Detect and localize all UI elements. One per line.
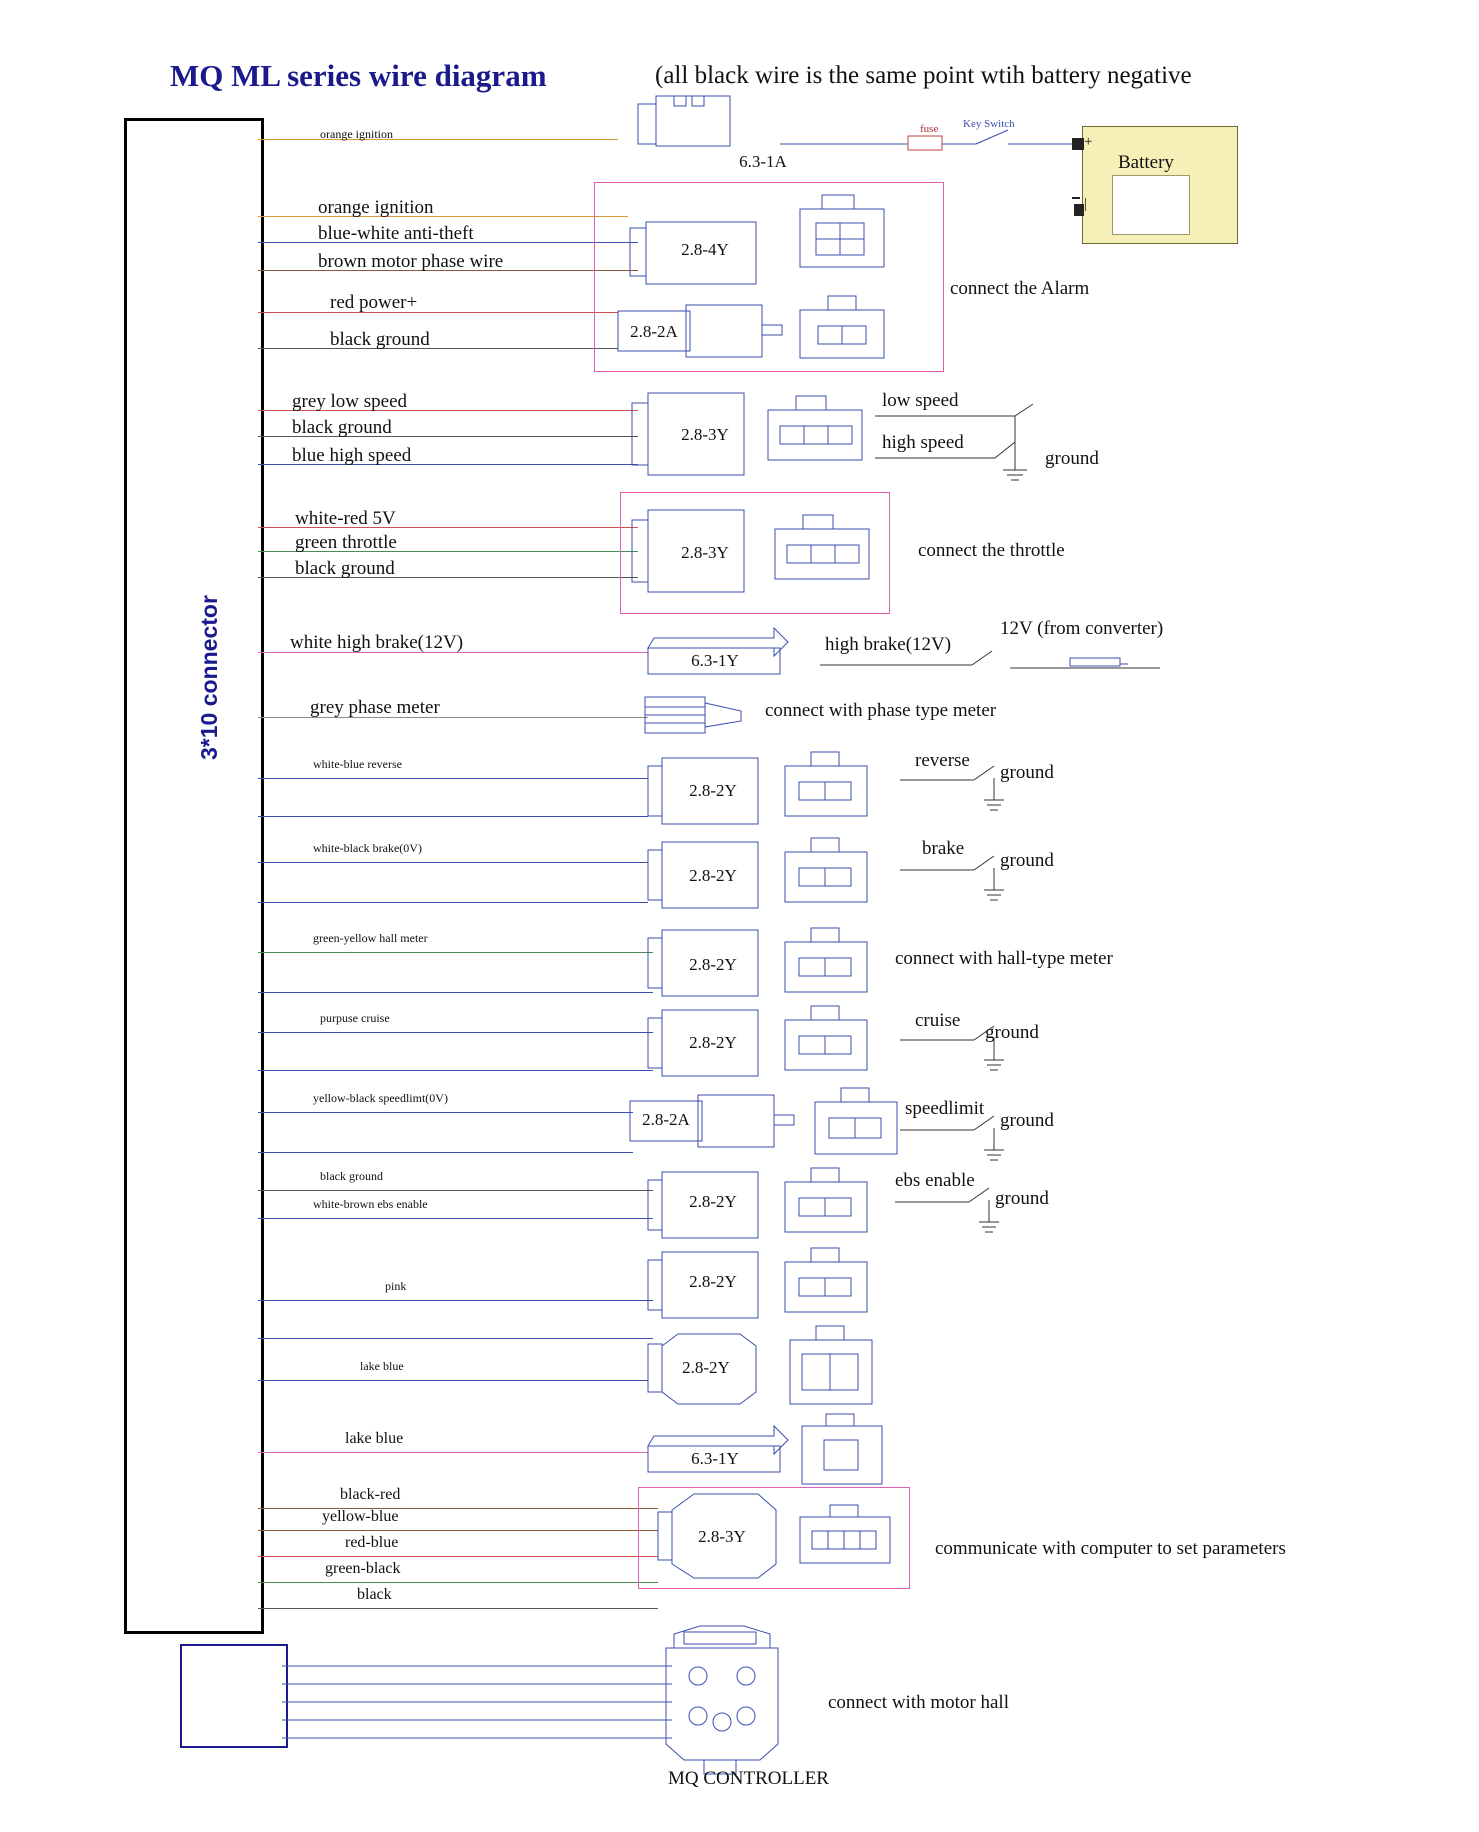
socket-1pin-lakeblue [802,1414,888,1486]
connector-label-2.8-2Y-reverse: 2.8-2Y [689,781,737,800]
controller-label: MQ CONTROLLER [668,1768,829,1789]
wire-label: yellow-blue [322,1508,399,1525]
wire-line [258,1530,658,1531]
wire-label: red power+ [330,292,418,313]
wire-line [258,1380,648,1381]
wire-label: green-yellow hall meter [313,931,428,945]
battery-inner-box [1112,175,1190,235]
page-subtitle: (all black wire is the same point wtih battery negative [655,62,1192,89]
note-high-brake: high brake(12V) [825,634,952,655]
wire-label: grey phase meter [310,697,440,718]
connector-label-6.3-1Y: 6.3-1Y [691,651,739,670]
socket-2pin-pink [785,1248,875,1318]
note-ground-speedlimit: ground [1000,1110,1054,1131]
connector-label-2.8-2Y-hall: 2.8-2Y [689,955,737,974]
wire-line [258,1218,653,1219]
connector-label-2.8-4Y: 2.8-4Y [681,240,729,259]
wire-label: red-blue [345,1534,399,1551]
wire-label: black [357,1586,392,1603]
socket-2pin-cruise [785,1006,875,1076]
wire-line [258,1300,653,1301]
connector-label-2.8-2Y-brake: 2.8-2Y [689,866,737,885]
connector-label-2.8-2Y-cruise: 2.8-2Y [689,1033,737,1052]
note-alarm: connect the Alarm [950,278,1090,299]
note-hall-meter: connect with hall-type meter [895,948,1113,969]
connector-label-2.8-2Y-lakeblue: 2.8-2Y [682,1358,730,1377]
note-ebs-enable: ebs enable [895,1170,975,1191]
motor-hall-connector-shape [660,1624,800,1784]
wire-label: black ground [295,558,395,579]
socket-2pin-brake [785,838,875,908]
wire-line [258,1070,653,1071]
wire-label: white-red 5V [295,508,396,529]
connector-vertical-label: 3*10 connector [196,595,222,760]
wire-label: green-black [325,1560,401,1577]
connector-label-6.3-1A: 6.3-1A [739,152,787,171]
wire-line [258,1582,658,1583]
wire-label: green throttle [295,532,397,553]
note-high-speed: high speed [882,432,964,453]
key-switch-label: Key Switch [963,118,1015,130]
connector-label-2.8-3Y-computer: 2.8-3Y [698,1527,746,1546]
connector-label-2.8-2A: 2.8-2A [630,322,678,341]
note-throttle: connect the throttle [918,540,1065,561]
connector-label-2.8-3Y-throttle: 2.8-3Y [681,543,729,562]
speed-switch-symbol [875,400,1055,480]
note-ground-speed: ground [1045,448,1099,469]
wire-line [258,992,653,993]
wire-label: black ground [330,329,430,350]
wire-label: purpuse cruise [320,1011,390,1025]
wire-line [258,902,648,903]
wire-label: white-black brake(0V) [313,841,422,855]
socket-2pin-reverse [785,752,875,822]
wire-line [258,1190,653,1191]
note-phase-meter: connect with phase type meter [765,700,997,721]
note-12v-converter: 12V (from converter) [1000,618,1164,639]
wire-label: black ground [320,1169,383,1183]
wire-line [258,1152,633,1153]
motor-hall-block [180,1644,288,1748]
wire-label: blue-white anti-theft [318,223,474,244]
wire-line [258,778,648,779]
connector-label-2.8-3Y-speed: 2.8-3Y [681,425,729,444]
wire-line [258,1608,658,1609]
connector-label-6.3-1Y-lakeblue: 6.3-1Y [691,1449,739,1468]
wire-label: brown motor phase wire [318,251,504,272]
wire-line [258,862,648,863]
note-computer: communicate with computer to set parameters [935,1538,1286,1559]
socket-3pin-shape-speed [768,396,868,466]
socket-2pin-hall [785,928,875,998]
socket-4pin-shape [800,195,890,275]
wire-line [258,216,628,217]
note-ground-ebs: ground [995,1188,1049,1209]
connector-6.3-1A-shape [630,96,780,158]
wire-line [258,1452,648,1453]
wire-line [258,348,618,349]
wire-label: black ground [292,417,392,438]
battery-label: Battery [1118,152,1174,173]
wire-line [258,1112,633,1113]
wire-label: orange ignition [318,197,434,218]
wire-label: yellow-black speedlimt(0V) [313,1091,448,1105]
note-ground-cruise: ground [985,1022,1039,1043]
wire-label: white high brake(12V) [290,632,464,653]
socket-2pin-ebs [785,1168,875,1238]
wire-label: blue high speed [292,445,412,466]
battery-terminals [1060,138,1090,218]
wire-label: white-blue reverse [313,757,402,771]
note-cruise: cruise [915,1010,961,1031]
note-ground-reverse: ground [1000,762,1054,783]
connector-label-2.8-2Y-pink: 2.8-2Y [689,1272,737,1291]
wire-label: white-brown ebs enable [313,1197,428,1211]
battery-plus-label: + [1084,134,1093,150]
wire-label: lake blue [345,1430,404,1447]
note-brake: brake [922,838,965,859]
connector-label-2.8-2Y-ebs: 2.8-2Y [689,1192,737,1211]
note-speedlimit: speedlimit [905,1098,985,1119]
wire-line [258,312,618,313]
socket-2pin-speedlimit [815,1088,905,1160]
note-reverse: reverse [915,750,970,771]
wire-line [258,1508,658,1509]
wire-line [258,816,648,817]
socket-2pin-shape-a [800,296,890,366]
note-low-speed: low speed [882,390,959,411]
wire-line [258,1032,653,1033]
fuse-label: fuse [920,123,939,135]
wire-line [258,139,618,140]
converter-lead-symbol [1010,650,1160,676]
wire-line [258,1556,658,1557]
connector-label-2.8-2A-speedlimit: 2.8-2A [642,1110,690,1129]
socket-4pin-computer [800,1505,900,1569]
wire-line [258,1338,653,1339]
wire-label: grey low speed [292,391,408,412]
page-title: MQ ML series wire diagram [170,58,547,93]
note-motor-hall: connect with motor hall [828,1692,1009,1713]
wire-label: orange ignition [320,127,393,141]
connector-phase-meter-shape [645,693,755,739]
socket-3pin-shape-throttle [775,515,875,585]
main-connector-block [124,118,264,1634]
wire-label: pink [385,1279,407,1293]
wire-label: black-red [340,1486,401,1503]
socket-2pin-lakeblue [790,1326,880,1406]
motor-hall-wires [282,1650,702,1760]
wire-label: lake blue [360,1359,404,1373]
wire-line [258,952,653,953]
battery-minus-label: | [1084,196,1088,212]
brake-switch-symbol [820,655,990,685]
note-ground-brake: ground [1000,850,1054,871]
